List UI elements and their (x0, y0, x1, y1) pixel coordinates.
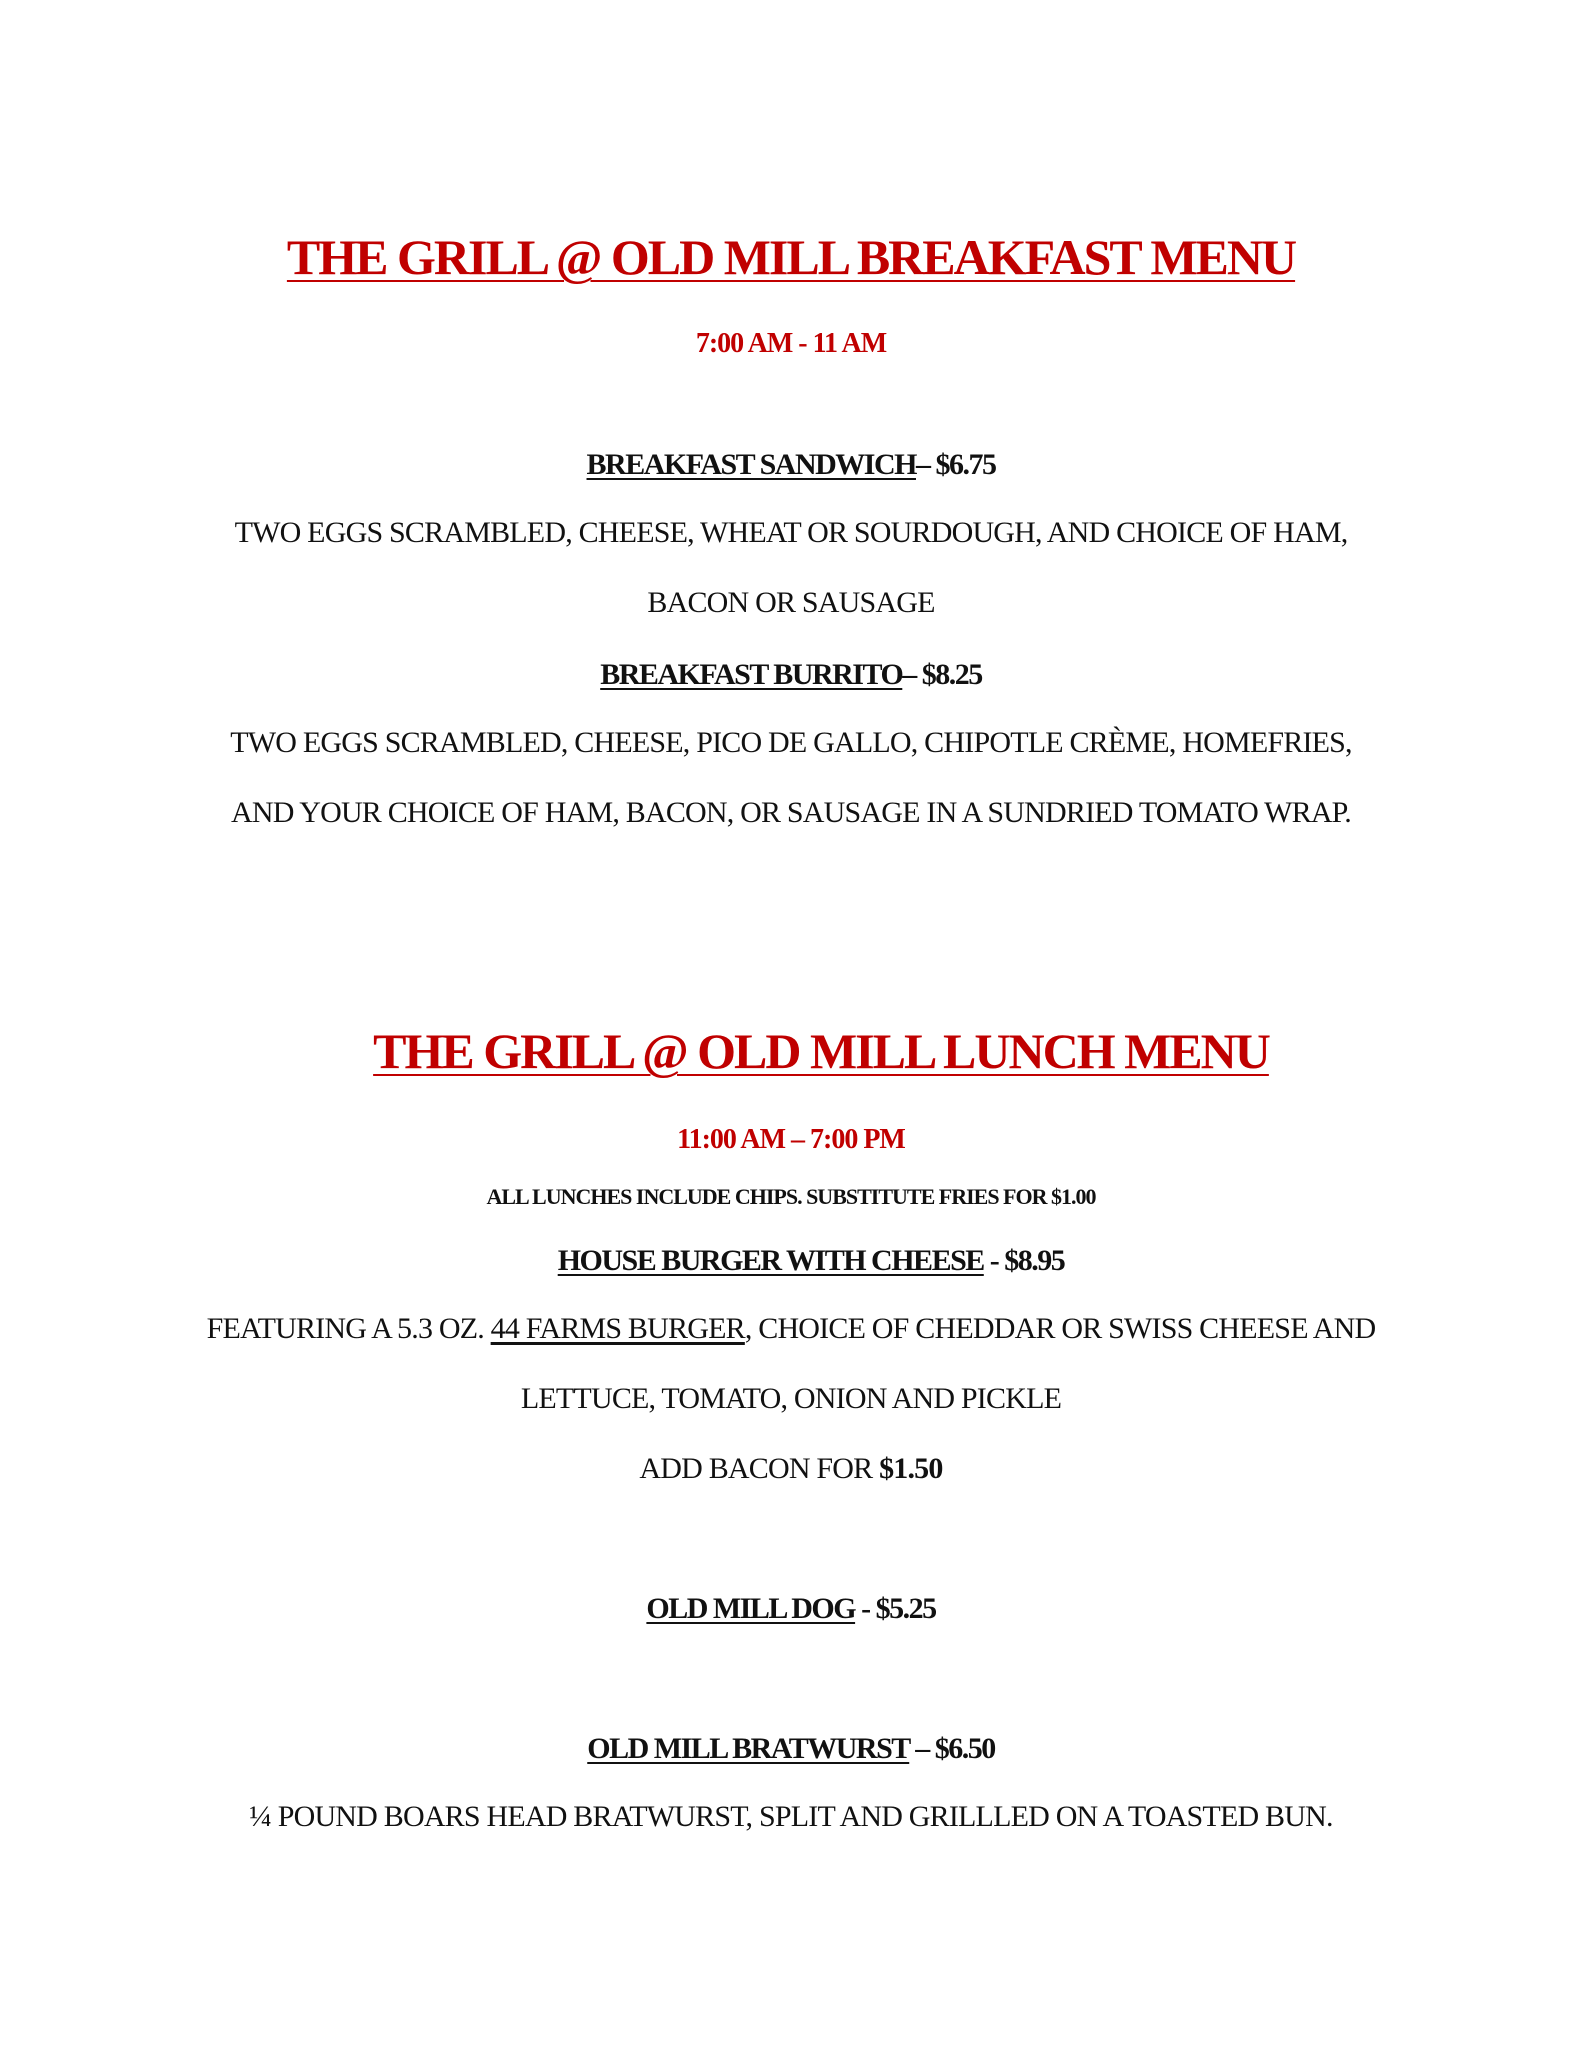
lunch-hours: 11:00 AM – 7:00 PM (677, 1124, 905, 1155)
lunch-menu-title-text: THE GRILL @ OLD MILL LUNCH MENU (373, 1023, 1269, 1079)
item-price: – $6.75 (915, 448, 996, 481)
old-mill-bratwurst-heading (0, 1732, 1582, 1766)
item-price: - $5.25 (855, 1592, 936, 1625)
item-price: – $8.25 (902, 658, 982, 691)
house-burger-description-line-2: LETTUCE, TOMATO, ONION AND PICKLE (520, 1382, 1062, 1415)
item-price: - $8.95 (983, 1244, 1065, 1277)
description-text: FEATURING A 5.3 OZ. (206, 1312, 491, 1345)
breakfast-burrito-description-line-1: TWO EGGS SCRAMBLED, CHEESE, PICO DE GALLO, CHIPOTLE CRÈME, HOMEFRIES, (230, 726, 1352, 759)
item-name: BREAKFAST BURRITO (600, 658, 903, 691)
item-price: – $6.50 (909, 1732, 995, 1765)
breakfast-menu-title-text: THE GRILL @ OLD MILL BREAKFAST MENU (286, 229, 1296, 285)
old-mill-dog-heading (0, 1592, 1582, 1626)
farms-burger-text: 44 FARMS BURGER (490, 1312, 745, 1345)
old-mill-bratwurst-description: ¼ POUND BOARS HEAD BRATWURST, SPLIT AND GRILLLED ON A TOASTED BUN. (249, 1800, 1333, 1833)
house-burger-description-line-1 (0, 1312, 1582, 1346)
description-text: , CHOICE OF CHEDDAR OR SWISS CHEESE AND (744, 1312, 1376, 1345)
breakfast-sandwich-heading (0, 448, 1582, 482)
addon-price: $1.50 (879, 1452, 943, 1485)
lunch-menu-title (0, 1022, 1582, 1080)
breakfast-hours: 7:00 AM - 11 AM (695, 328, 887, 359)
item-name: BREAKFAST SANDWICH (586, 448, 916, 481)
addon-text: ADD BACON FOR (639, 1452, 880, 1485)
item-name: HOUSE BURGER WITH CHEESE (557, 1244, 984, 1277)
house-burger-addon (0, 1452, 1582, 1486)
breakfast-burrito-heading (0, 658, 1582, 692)
house-burger-heading (0, 1244, 1582, 1278)
breakfast-burrito-description-line-2: AND YOUR CHOICE OF HAM, BACON, OR SAUSAGE IN A SUNDRIED TOMATO WRAP. (231, 796, 1351, 829)
item-name: OLD MILL DOG (646, 1592, 856, 1625)
breakfast-menu-title (0, 228, 1582, 286)
breakfast-sandwich-description-line-1: TWO EGGS SCRAMBLED, CHEESE, WHEAT OR SOURDOUGH, AND CHOICE OF HAM, (234, 516, 1348, 549)
lunch-note: ALL LUNCHES INCLUDE CHIPS. SUBSTITUTE FRIES FOR $1.00 (486, 1184, 1096, 1209)
breakfast-sandwich-description-line-2: BACON OR SAUSAGE (647, 586, 935, 619)
item-name: OLD MILL BRATWURST (587, 1732, 910, 1765)
